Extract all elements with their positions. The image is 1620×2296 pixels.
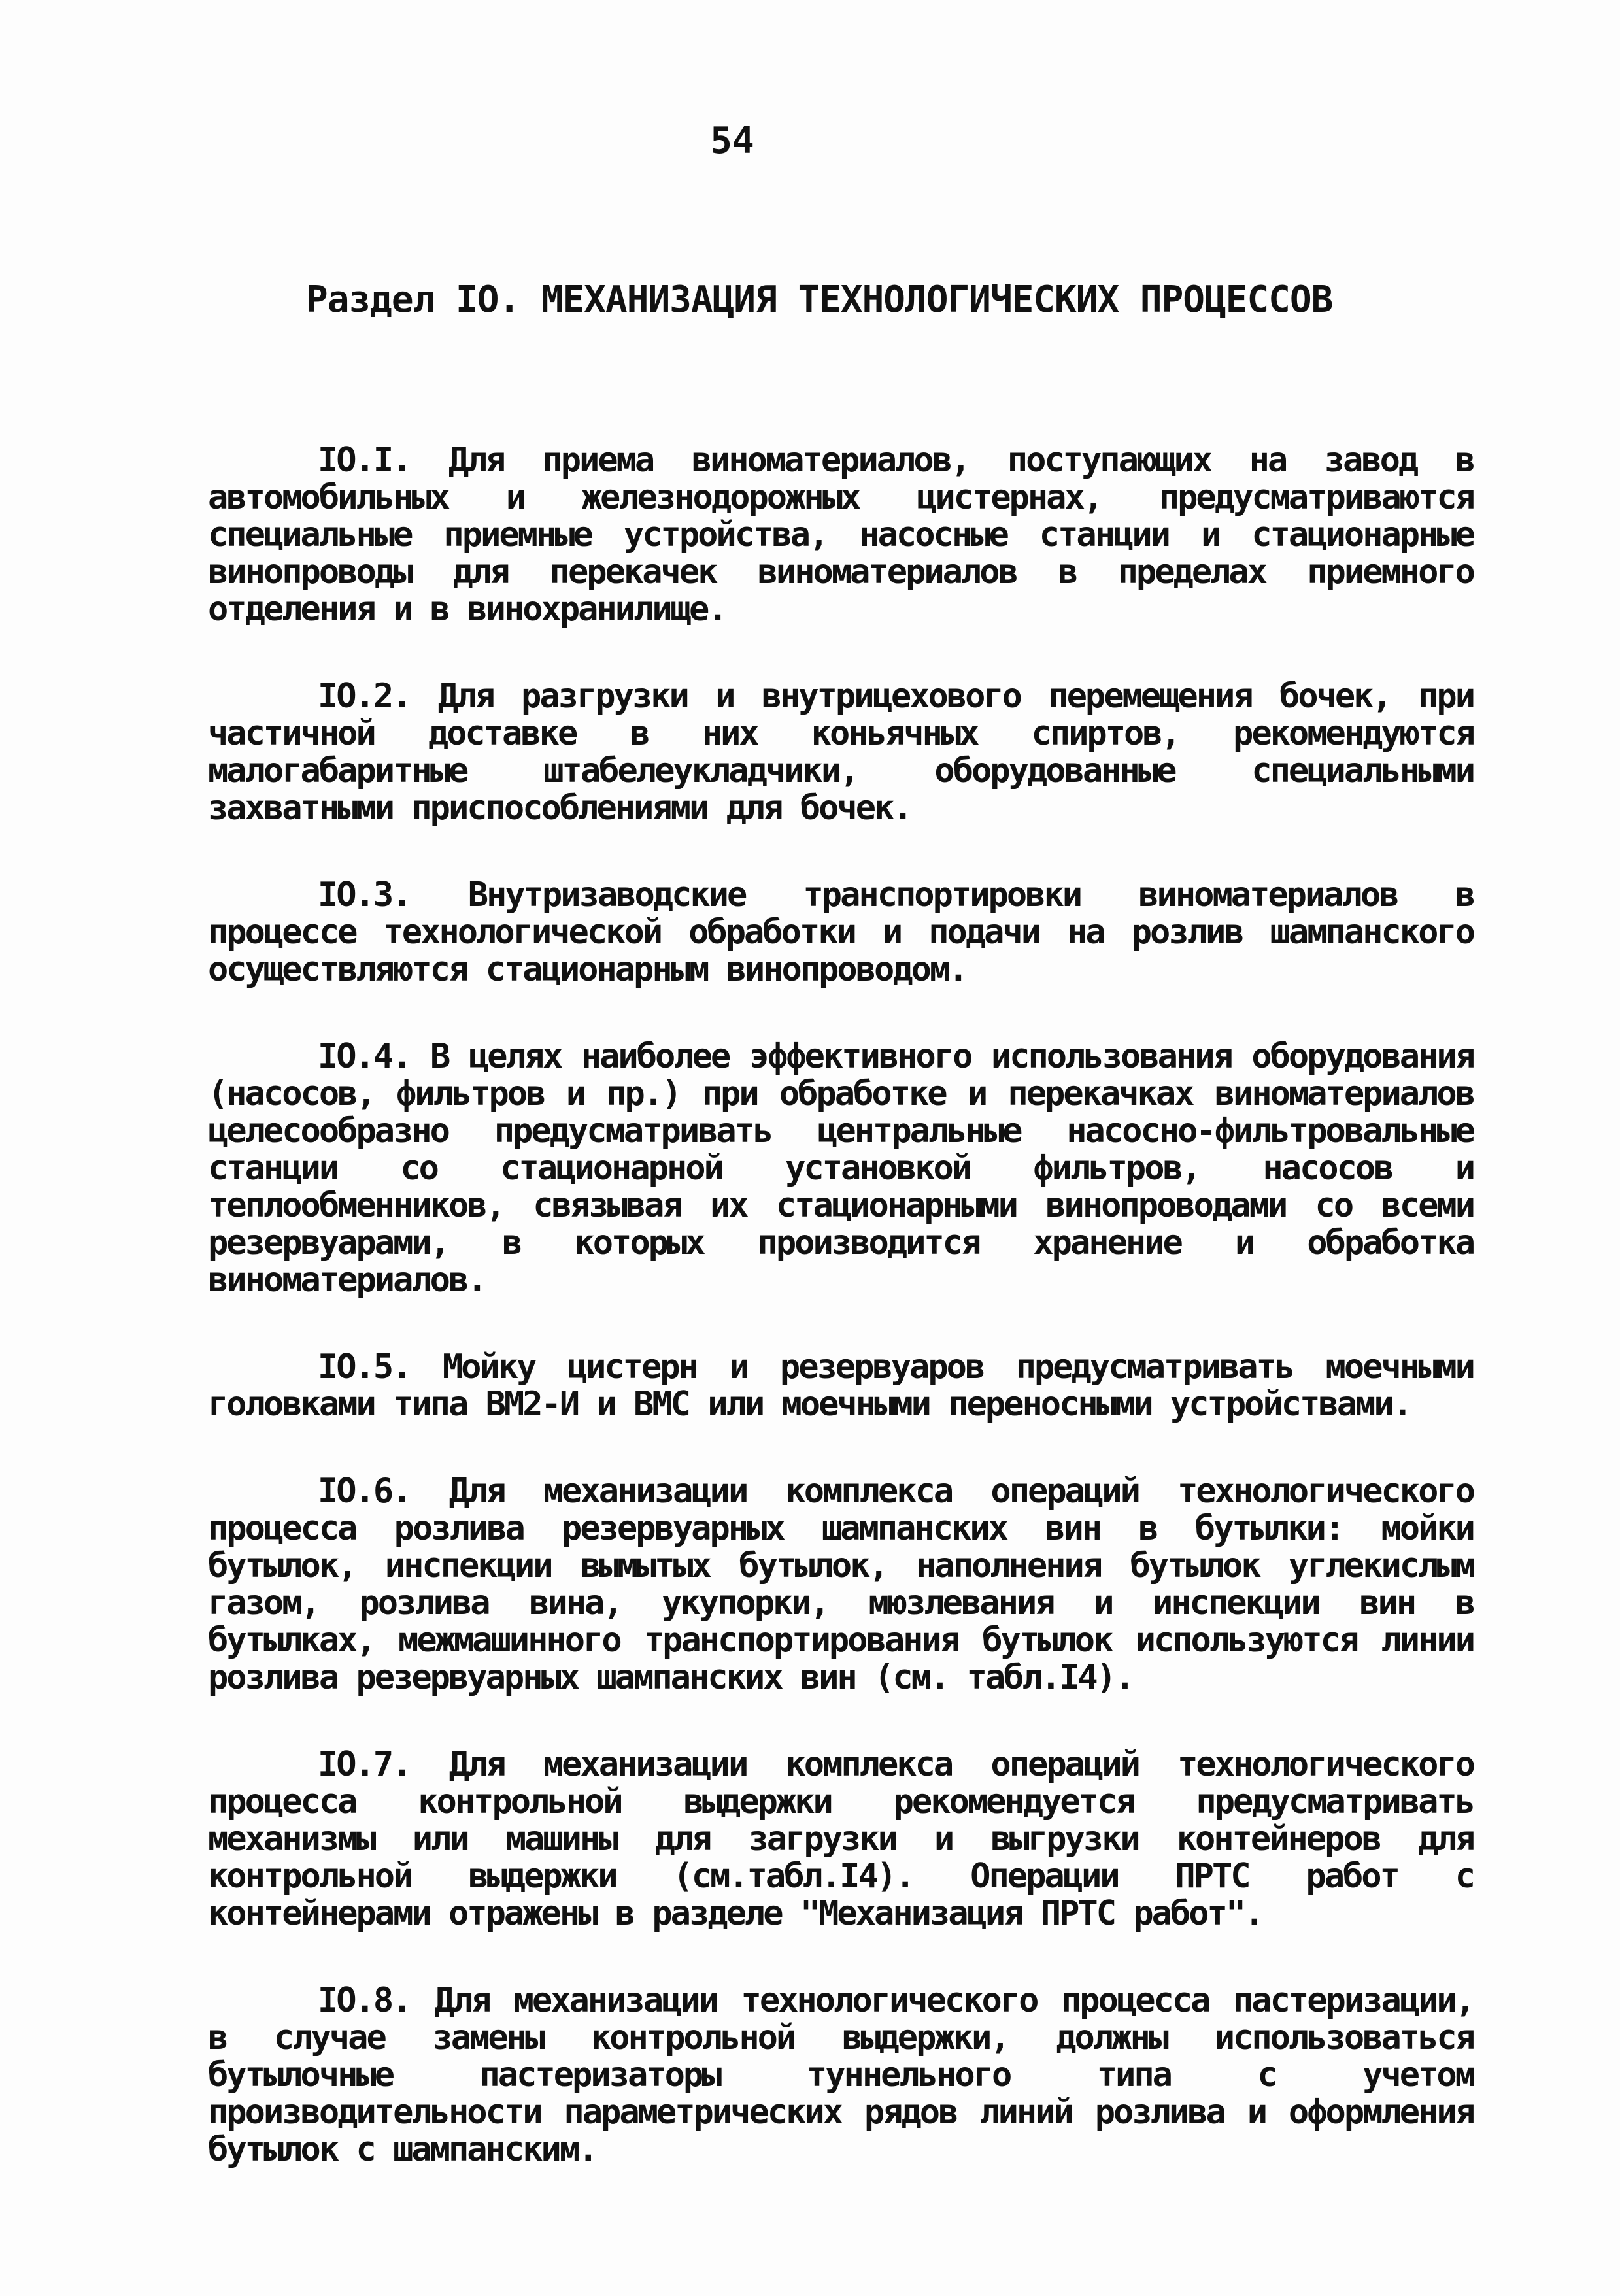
paragraph-10-1: IO.I. Для приема виноматериалов, поступающих на завод в автомобильных и железнодорожных цистернах, предусматриваются специальные приемные устройства, насосные станции и стационарные винопроводы для перекачек виноматериалов в пределах приемного отделения и в винохранилище.	[208, 441, 1474, 629]
paragraph-10-8: IO.8. Для механизации технологического процесса пастеризации, в случае замены контрольной выдержки, должны использоваться бутылочные пастеризаторы туннельного типа с учетом производительности параметрических рядов линий розлива и оформления бутылок с шампанским.	[208, 1981, 1474, 2169]
paragraph-10-3: IO.3. Внутризаводские транспортировки виноматериалов в процессе технологической обработки и подачи на розлив шампанского осуществляются стационарным винопроводом.	[208, 875, 1474, 989]
section-heading: Раздел IO. МЕХАНИЗАЦИЯ ТЕХНОЛОГИЧЕСКИХ ПРОЦЕССОВ	[306, 279, 1333, 321]
page-number: 54	[710, 120, 754, 162]
body-text	[208, 442, 1474, 2218]
paragraph-10-4: IO.4. В целях наиболее эффективного использования оборудования (насосов, фильтров и пр.) при обработке и перекачках виноматериалов целесообразно предусматривать центральные насосно-фильтровальные станции со стационарной установкой фильтров, насосов и теплообменников, связывая их стационарными винопроводами со всеми резервуарами, в которых производится хранение и обработка виноматериалов.	[208, 1037, 1474, 1300]
paragraph-10-6: IO.6. Для механизации комплекса операций технологического процесса розлива резервуарных шампанских вин в бутылки: мойки бутылок, инспекции вымытых бутылок, наполнения бутылок углекислым газом, розлива вина, укупорки, мюзлевания и инспекции вин в бутылках, межмашинного транспортирования бутылок используются линии розлива резервуарных шампанских вин (см. табл.I4).	[208, 1472, 1474, 1697]
paragraph-10-5: IO.5. Мойку цистерн и резервуаров предусматривать моечными головками типа ВМ2-И и ВМС или моечными переносными устройствами.	[208, 1347, 1474, 1424]
paragraph-10-7: IO.7. Для механизации комплекса операций технологического процесса контрольной выдержки рекомендуется предусматривать механизмы или машины для загрузки и выгрузки контейнеров для контрольной выдержки (см.табл.I4). Операции ПРТС работ с контейнерами отражены в разделе "Механизация ПРТС работ".	[208, 1745, 1474, 1933]
paragraph-10-2: IO.2. Для разгрузки и внутрицехового перемещения бочек, при частичной доставке в них коньячных спиртов, рекомендуются малогабаритные штабелеукладчики, оборудованные специальными захватными приспособлениями для бочек.	[208, 677, 1474, 828]
